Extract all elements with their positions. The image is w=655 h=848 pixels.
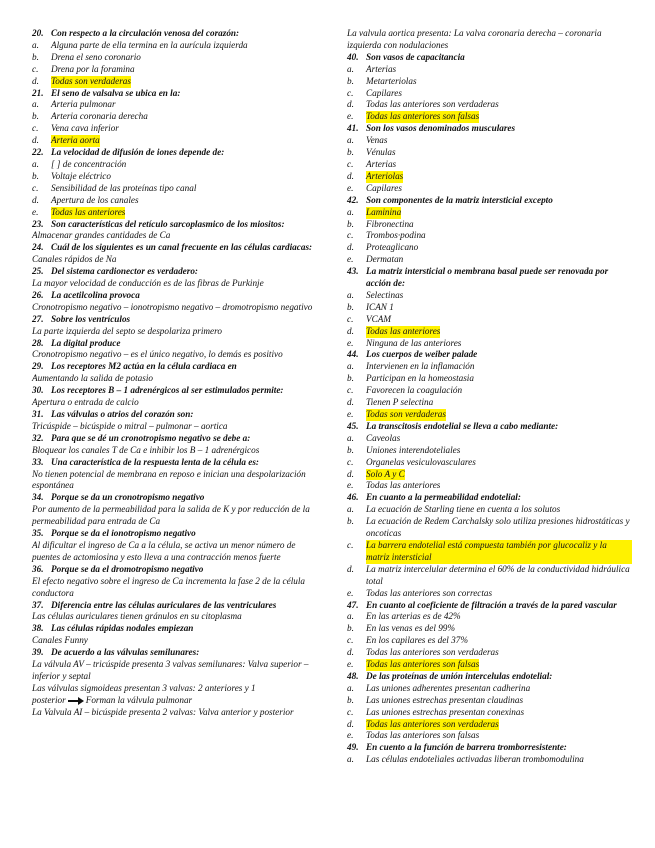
option-text: Fibronectina <box>366 218 414 229</box>
option-text: Todas las anteriores son falsas <box>366 111 480 122</box>
option-letter: b. <box>347 218 354 229</box>
answer-text: La valvula aortica presenta: La valva coronaria derecha – coronaria izquierda con nodulaciones <box>347 28 602 50</box>
answer-option <box>32 99 314 111</box>
question-text: Las células rápidas nodales empiezan <box>51 623 194 634</box>
option-letter: b. <box>32 170 39 181</box>
option-letter: d. <box>347 99 354 110</box>
option-letter: a. <box>347 63 354 74</box>
option-text: Todas las anteriores son falsas <box>366 659 480 670</box>
option-text: Venas <box>366 135 388 146</box>
option-text: Sensibilidad de las proteínas tipo canal <box>51 182 197 193</box>
question-text: Diferencia entre las células auriculares de las ventriculares <box>51 599 277 610</box>
option-letter: a. <box>347 754 354 765</box>
answer-option <box>32 195 314 207</box>
option-text: VCAM <box>366 313 392 324</box>
question-number: 27. <box>32 313 44 324</box>
option-text: Las uniones estrechas presentan claudinas <box>366 694 524 705</box>
answer-text: Al dificultar el ingreso de Ca a la célula, se activa un menor número de puentes de actomiosina y esto lleva a una contracción menos fuerte <box>32 539 296 562</box>
question-text: Son componentes de la matriz intersticial excepto <box>366 194 553 205</box>
answer-option <box>347 183 632 195</box>
answer-option-highlighted <box>32 135 314 147</box>
answer-option <box>32 52 314 64</box>
answer-text: Bloquear los canales T de Ca e inhibir los B – 1 adrenérgicos <box>32 444 260 455</box>
question-number: 28. <box>32 337 44 348</box>
question-text: Porque se da el ionotropismo negativo <box>51 528 196 539</box>
option-letter: b. <box>347 373 354 384</box>
question-text: Los cuerpos de weiber palade <box>366 349 478 360</box>
option-text: Arteria pulmonar <box>51 99 116 110</box>
answer-text: No tienen potencial de membrana en reposo e inician una despolarización espontánea <box>32 468 306 491</box>
option-text: Trombos·podina <box>366 230 426 241</box>
option-letter: d. <box>347 170 354 181</box>
answer-text: La válvula AV – tricúspide presenta 3 valvas semilunares: Valva superior – inferior y septal <box>32 659 309 681</box>
option-letter: c. <box>347 635 354 646</box>
answer-text: Cronotropismo negativo – es el único negativo, lo demás es positivo <box>32 349 283 360</box>
answer-option <box>347 480 632 492</box>
question-number: 46. <box>347 492 359 503</box>
answer-option-highlighted <box>347 326 632 338</box>
option-text: Voltaje eléctrico <box>51 170 111 181</box>
option-text: Ninguna de las anteriores <box>366 337 462 348</box>
answer-option-highlighted <box>347 659 632 671</box>
answer-option <box>347 254 632 266</box>
question-text: De las proteínas de unión intercelulas endotelial: <box>366 670 553 681</box>
answer-text: Apertura o entrada de calcio <box>32 397 139 408</box>
option-letter: b. <box>347 694 354 705</box>
option-text: Organelas vesiculovasculares <box>366 456 476 467</box>
question-text: La matriz intersticial o membrana basal puede ser renovada por acción de: <box>366 266 609 289</box>
question-heading <box>32 266 314 278</box>
question-heading <box>347 421 632 433</box>
answer-text: Aumentando la salida de potasio <box>32 373 153 384</box>
option-text: Solo A y C <box>366 468 405 479</box>
question-heading <box>347 600 632 612</box>
answer-option <box>347 219 632 231</box>
option-letter: c. <box>347 385 354 396</box>
option-letter: c. <box>347 539 354 550</box>
answer-option <box>347 242 632 254</box>
answer-text: Las células auriculares tienen gránulos en su citoplasma <box>32 611 242 622</box>
option-letter: a. <box>347 611 354 622</box>
answer-text: La parte izquierda del septo se despolariza primero <box>32 325 222 336</box>
option-text: Arterias <box>366 158 397 169</box>
answer-option <box>347 635 632 647</box>
option-text: Las uniones adherentes presentan cadherina <box>366 682 531 693</box>
option-letter: c. <box>347 230 354 241</box>
answer-option <box>347 588 632 600</box>
question-number: 26. <box>32 289 44 300</box>
question-heading <box>32 409 314 421</box>
option-letter: a. <box>347 682 354 693</box>
answer-option <box>347 99 632 111</box>
answer-option <box>347 76 632 88</box>
option-letter: b. <box>347 147 354 158</box>
option-text: Las uniones estrechas presentan conexinas <box>366 706 525 717</box>
option-text: En las arterias es de 42% <box>366 611 461 622</box>
question-text: Los receptores B – 1 adrenérgicos al ser estimulados permite: <box>51 385 284 396</box>
option-letter: a. <box>347 206 354 217</box>
question-number: 25. <box>32 266 44 277</box>
question-text: Las válvulas o atrios del corazón son: <box>51 409 194 419</box>
answer-text: Cronotropismo negativo – ionotropismo negativo – dromotropismo negativo <box>32 301 313 312</box>
question-text: Son los vasos denominados musculares <box>366 123 516 134</box>
question-number: 43. <box>347 266 359 277</box>
answer-option <box>347 159 632 171</box>
answer-text: Por aumento de la permeabilidad para la salida de K y por reducción de la permeabilidad para entrada de Ca <box>32 504 310 527</box>
option-letter: d. <box>347 563 354 574</box>
answer-option <box>347 730 632 742</box>
question-number: 20. <box>32 28 44 38</box>
option-text: Arteria aorta <box>51 135 100 146</box>
question-heading <box>347 123 632 135</box>
option-text: La matriz intercelular determina el 60% de la conductividad hidráulica total <box>366 563 630 586</box>
question-heading <box>32 600 314 612</box>
answer-option <box>32 40 314 52</box>
option-letter: b. <box>32 111 39 122</box>
option-letter: a. <box>347 504 354 515</box>
option-letter: e. <box>347 659 354 670</box>
option-letter: c. <box>32 63 39 74</box>
option-letter: b. <box>347 75 354 86</box>
question-heading <box>32 528 314 540</box>
answer-option-highlighted <box>347 719 632 731</box>
option-letter: b. <box>347 623 354 634</box>
question-heading <box>32 28 314 40</box>
option-text: Capilares <box>366 182 402 193</box>
question-number: 39. <box>32 647 44 658</box>
question-heading <box>347 52 632 64</box>
question-number: 41. <box>347 123 359 134</box>
question-heading <box>347 195 632 207</box>
option-letter: b. <box>347 301 354 312</box>
option-letter: d. <box>347 325 354 336</box>
question-text: La transcitosis endotelial se lleva a cabo mediante: <box>366 420 559 431</box>
question-heading <box>32 88 314 100</box>
question-text: El seno de valsalva se ubica en la: <box>51 87 181 98</box>
question-heading <box>32 242 314 254</box>
answer-option-highlighted <box>347 540 632 564</box>
question-text: Del sistema cardionector es verdadero: <box>51 266 198 277</box>
answer-option <box>347 754 632 766</box>
question-number: 32. <box>32 432 44 443</box>
option-text: Todas las anteriores son correctas <box>366 587 493 598</box>
answer-text: Canales Funny <box>32 635 88 646</box>
option-text: Arteriolas <box>366 170 404 181</box>
answer-option <box>32 123 314 135</box>
question-heading <box>347 492 632 504</box>
option-letter: b. <box>347 444 354 455</box>
answer-option <box>347 683 632 695</box>
question-text: Cuál de los siguientes es un canal frecuente en las células cardiacas: <box>51 242 313 253</box>
answer-fragment: Forman la válvula pulmonar <box>85 694 193 705</box>
option-text: ICAN 1 <box>366 301 394 312</box>
question-text: De acuerdo a las válvulas semilunares: <box>51 647 200 658</box>
right-column <box>347 28 632 766</box>
answer-option <box>347 707 632 719</box>
question-number: 23. <box>32 218 44 229</box>
option-text: Apertura de los canales <box>51 194 139 205</box>
answer-option <box>32 171 314 183</box>
option-text: Todas las anteriores <box>51 206 126 217</box>
option-letter: c. <box>32 123 39 134</box>
option-letter: b. <box>32 51 39 62</box>
question-heading <box>32 647 314 659</box>
option-letter: d. <box>347 647 354 658</box>
answer-option <box>347 290 632 302</box>
option-text: Metarteriolas <box>366 75 417 86</box>
question-text: La velocidad de difusión de iones depende de: <box>51 147 225 158</box>
answer-option <box>347 445 632 457</box>
option-text: Participan en la homeostasia <box>366 373 474 384</box>
answer-text: Las válvulas sigmoideas presentan 3 valvas: 2 anteriores y 1 <box>32 682 256 693</box>
answer-option-highlighted <box>347 111 632 123</box>
option-text: Vena cava inferior <box>51 123 119 134</box>
question-text: La acetilcolina provoca <box>51 289 140 300</box>
option-text: La ecuación de Starling tiene en cuenta a los solutos <box>366 504 561 515</box>
question-heading <box>32 457 314 469</box>
option-letter: b. <box>347 516 354 527</box>
option-letter: d. <box>32 75 39 86</box>
question-heading <box>32 290 314 302</box>
question-heading <box>32 147 314 159</box>
option-text: Alguna parte de ella termina en la aurícula izquierda <box>51 39 248 50</box>
question-text: Los receptores M2 actúa en la célula cardiaca en <box>51 361 237 372</box>
option-text: Todas las anteriores <box>366 325 441 336</box>
question-number: 49. <box>347 742 359 753</box>
question-number: 40. <box>347 51 359 62</box>
answer-option <box>347 64 632 76</box>
option-text: Todas son verdaderas <box>366 409 446 419</box>
answer-option <box>32 111 314 123</box>
option-letter: e. <box>347 409 354 419</box>
option-letter: a. <box>347 289 354 300</box>
option-letter: a. <box>32 158 39 169</box>
question-number: 35. <box>32 528 44 539</box>
option-text: Laminina <box>366 206 402 217</box>
option-text: Todas las anteriores son verdaderas <box>366 99 499 110</box>
answer-option <box>347 397 632 409</box>
option-letter: a. <box>347 361 354 372</box>
question-number: 36. <box>32 563 44 574</box>
question-number: 29. <box>32 361 44 372</box>
answer-option <box>347 611 632 623</box>
question-text: Con respecto a la circulación venosa del corazón: <box>51 28 240 38</box>
question-heading <box>347 266 632 290</box>
option-letter: e. <box>347 182 354 193</box>
question-heading <box>32 219 314 231</box>
question-heading <box>32 623 314 635</box>
question-text: Una característica de la respuesta lenta de la célula es: <box>51 456 259 467</box>
question-heading <box>347 349 632 361</box>
answer-option <box>347 647 632 659</box>
option-text: Todas las anteriores <box>366 480 441 491</box>
question-number: 33. <box>32 456 44 467</box>
option-text: Drena por la foramina <box>51 63 135 74</box>
option-text: Favorecen la coagulación <box>366 385 463 396</box>
option-letter: c. <box>347 706 354 717</box>
answer-option <box>347 504 632 516</box>
question-text: Son características del retículo sarcoplasmico de los miositos: <box>51 218 285 229</box>
answer-text: La Valvula AI – bicúspide presenta 2 valvas: Valva anterior y posterior <box>32 706 294 717</box>
question-number: 37. <box>32 599 44 610</box>
option-text: Todas son verdaderas <box>51 75 131 86</box>
question-number: 31. <box>32 409 44 419</box>
question-text: En cuento a la función de barrera tromborresistente: <box>366 742 567 753</box>
right-arrow-icon <box>68 697 84 705</box>
answer-option <box>347 147 632 159</box>
option-text: Vénulas <box>366 147 396 158</box>
answer-option <box>347 433 632 445</box>
answer-option <box>347 135 632 147</box>
option-text: Todas las anteriores son verdaderas <box>366 647 499 658</box>
answer-option <box>32 159 314 171</box>
question-text: En cuanto a la permeabilidad endotelial: <box>366 492 521 503</box>
answer-option-highlighted <box>347 171 632 183</box>
question-number: 48. <box>347 670 359 681</box>
question-text: Porque se da un cronotropismo negativo <box>51 492 205 503</box>
question-heading <box>32 338 314 350</box>
option-letter: d. <box>32 135 39 146</box>
question-text: Sobre los ventrículos <box>51 313 131 324</box>
answer-option <box>347 623 632 635</box>
answer-option-highlighted <box>347 409 632 421</box>
option-text: Selectinas <box>366 289 404 300</box>
answer-option <box>347 361 632 373</box>
option-text: En los capilares es del 37% <box>366 635 468 646</box>
answer-option <box>347 88 632 100</box>
option-letter: e. <box>347 111 354 122</box>
answer-option <box>347 516 632 540</box>
question-number: 21. <box>32 87 44 98</box>
answer-option-highlighted <box>32 76 314 88</box>
option-text: Uniones interendoteliales <box>366 444 461 455</box>
option-letter: c. <box>347 313 354 324</box>
option-letter: d. <box>347 718 354 729</box>
question-number: 45. <box>347 420 359 431</box>
option-text: Las células endoteliales activadas liberan trombomodulina <box>366 754 584 765</box>
option-letter: e. <box>347 337 354 348</box>
question-number: 38. <box>32 623 44 634</box>
option-letter: a. <box>32 39 39 50</box>
answer-option <box>347 373 632 385</box>
option-letter: c. <box>347 158 354 169</box>
answer-option <box>32 183 314 195</box>
answer-text: Canales rápidos de Na <box>32 254 117 265</box>
answer-option <box>347 695 632 707</box>
option-text: Dermatan <box>366 254 404 265</box>
question-heading <box>347 742 632 754</box>
option-text: [ ] de concentración <box>51 158 127 169</box>
option-text: Intervienen en la inflamación <box>366 361 475 372</box>
option-letter: d. <box>347 397 354 408</box>
option-letter: e. <box>347 730 354 741</box>
answer-option <box>347 564 632 588</box>
answer-option <box>347 338 632 350</box>
option-text: Drena el seno coronario <box>51 51 141 62</box>
question-heading <box>32 433 314 445</box>
question-heading <box>32 385 314 397</box>
question-number: 22. <box>32 147 44 158</box>
answer-option <box>347 230 632 242</box>
answer-text: Tricúspide – bicúspide o mitral – pulmonar – aortica <box>32 420 228 431</box>
question-text: Para que se dé un cronotropismo negativo se debe a: <box>51 432 251 443</box>
option-letter: d. <box>347 242 354 253</box>
option-letter: e. <box>32 206 39 217</box>
option-letter: e. <box>347 254 354 265</box>
question-number: 34. <box>32 492 44 503</box>
answer-option-highlighted <box>32 207 314 219</box>
option-letter: a. <box>347 432 354 443</box>
option-letter: a. <box>32 99 39 110</box>
question-text: Son vasos de capacitancia <box>366 51 465 62</box>
question-heading <box>32 361 314 373</box>
option-text: Arterias <box>366 63 397 74</box>
option-letter: c. <box>347 456 354 467</box>
option-text: La ecuación de Redem Carchalsky solo utiliza presiones hidrostáticas y oncoticas <box>366 516 630 539</box>
option-text: Caveolas <box>366 432 401 443</box>
option-letter: c. <box>32 182 39 193</box>
question-number: 42. <box>347 194 359 205</box>
option-letter: c. <box>347 87 354 98</box>
option-text: Todas las anteriores son falsas <box>366 730 480 741</box>
option-text: La barrera endotelial está compuesta también por glucocaliz y la matriz intersticial <box>366 540 632 564</box>
answer-text: Almacenar grandes cantidades de Ca <box>32 230 171 241</box>
answer-option <box>347 302 632 314</box>
option-letter: d. <box>32 194 39 205</box>
answer-option <box>347 314 632 326</box>
answer-fragment: posterior <box>32 694 66 705</box>
question-heading <box>32 492 314 504</box>
question-number: 30. <box>32 385 44 396</box>
option-text: Arteria coronaria derecha <box>51 111 148 122</box>
option-letter: e. <box>347 480 354 491</box>
answer-text: La mayor velocidad de conducción es de las fibras de Purkinje <box>32 278 264 289</box>
question-number: 47. <box>347 599 359 610</box>
answer-option-highlighted <box>347 469 632 481</box>
answer-option-highlighted <box>347 207 632 219</box>
answer-option <box>347 457 632 469</box>
question-number: 24. <box>32 242 44 253</box>
question-text: Porque se da el dromotropismo negativo <box>51 563 204 574</box>
option-text: Tienen P selectina <box>366 397 434 408</box>
option-letter: d. <box>347 468 354 479</box>
question-heading <box>32 314 314 326</box>
left-column <box>32 28 314 719</box>
question-text: La digital produce <box>51 337 121 348</box>
option-text: Proteaglicano <box>366 242 419 253</box>
question-heading <box>347 671 632 683</box>
answer-option <box>32 64 314 76</box>
answer-text-with-arrow <box>32 695 314 707</box>
option-letter: a. <box>347 135 354 146</box>
answer-option <box>347 385 632 397</box>
option-letter: e. <box>347 587 354 598</box>
question-text: En cuanto al coeficiente de filtración a través de la pared vascular <box>366 599 617 610</box>
option-text: En las venas es del 99% <box>366 623 456 634</box>
question-heading <box>32 564 314 576</box>
option-text: Capilares <box>366 87 402 98</box>
question-number: 44. <box>347 349 359 360</box>
answer-text: El efecto negativo sobre el ingreso de Ca incrementa la fase 2 de la célula conductora <box>32 575 306 598</box>
option-text: Todas las anteriores son verdaderas <box>366 718 499 729</box>
